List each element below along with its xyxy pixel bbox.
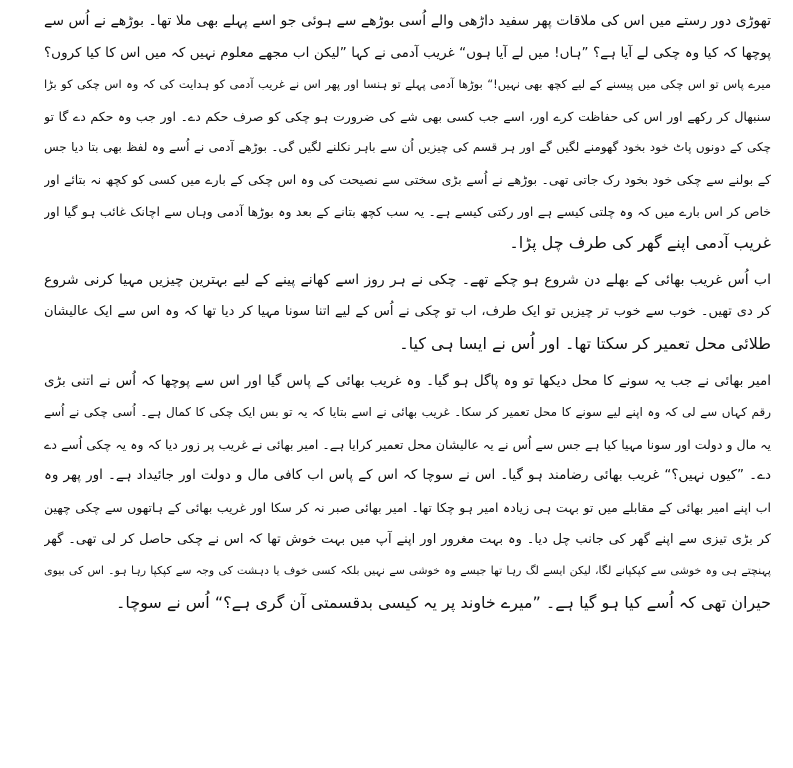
text-line: دے۔ ”کیوں نہیں؟“ غریب بھائی رضامند ہو گیا۔ اس نے سوچا کہ اس کے پاس اب کافی مال و دولت اور جائیداد ہے۔ اور پھر وہ: [44, 467, 771, 484]
text-line: سنبھال کر رکھے اور اس کی حفاظت کرے اور، اسے جب کسی بھی شے کی ضرورت ہو چکی کو صرف حکم دے۔ اور جب وہ حکم دے گا تو: [44, 108, 771, 124]
text-line: چکی کے دونوں پاٹ خود بخود گھومنے لگیں گے اور ہر قسم کی چیزیں اُن سے باہر نکلنے لگیں گی۔ بوڑھے آدمی نے اُسے وہ لفظ بھی بتا دیا جس: [44, 140, 771, 155]
text-line: رقم کہاں سے لی کہ وہ اپنے لیے سونے کا محل تعمیر کر سکا۔ غریب بھائی نے اسے بتایا کہ یہ تو بس ایک چکی کا کمال ہے۔ اُسی چکی نے اُسے: [44, 405, 771, 420]
text-line: حیران تھی کہ اُسے کیا ہو گیا ہے۔ ”میرے خاوند پر یہ کیسی بدقسمتی آن گری ہے؟“ اُس نے سوچا۔: [115, 592, 771, 612]
paragraph-magic-mill: [44, 6, 771, 259]
text-line: کر دی تھیں۔ خوب سے خوب تر چیزیں تو ایک طرف، اب تو چکی نے اُس کے لیے اتنا سونا مہیا کر دیا تھا کہ وہ اس سے ایک عالیشان: [44, 304, 771, 320]
text-line: اب اُس غریب بھائی کے بھلے دن شروع ہو چکے تھے۔ چکی نے ہر روز اسے کھانے پینے کے لیے بہترین چیزیں مہیا کرنی شروع: [44, 271, 771, 288]
text-line: یہ مال و دولت اور سونا مہیا کیا ہے جس سے اُس نے یہ عالیشان محل تعمیر کرایا ہے۔ امیر بھائی نے غریب پر زور دیا کہ وہ یہ چکی اُسے دے: [44, 436, 771, 452]
text-line: پوچھا کہ کیا وہ چکی لے آیا ہے؟ ”ہاں! میں لے آیا ہوں“ غریب آدمی نے کہا ”لیکن اب مجھے معلوم نہیں کہ میں اس کا کیا کروں؟: [44, 44, 771, 61]
text-line: امیر بھائی نے جب یہ سونے کا محل دیکھا تو وہ پاگل ہو گیا۔ وہ غریب بھائی کے پاس گیا اور اس سے پوچھا کہ اُس نے اتنی بڑی: [44, 372, 771, 389]
text-line: کر بڑی تیزی سے اپنے گھر کی جانب چل دیا۔ وہ بہت مغرور اور اپنے آپ میں بہت خوش تھا کہ اس نے چکی حاصل کر لی تھی۔ گھر: [44, 531, 771, 547]
text-line: میرے پاس تو اس چکی میں پیسنے کے لیے کچھ بھی نہیں!“ بوڑھا آدمی پہلے تو ہنسا اور پھر اس نے غریب آدمی کو ہدایت کی کہ وہ اس چکی کو بڑا: [44, 77, 771, 92]
text-line: اب اپنے امیر بھائی کے مقابلے میں تو بہت ہی زیادہ امیر ہو چکا تھا۔ امیر بھائی صبر نہ کر سکا اور غریب بھائی کے ہاتھوں سے چکی چھین: [44, 499, 771, 515]
text-line: غریب آدمی اپنے گھر کی طرف چل پڑا۔: [509, 233, 771, 253]
text-line: پہنچتے ہی وہ خوشی سے کپکپانے لگا، لیکن ایسے لگ رہا تھا جیسے وہ خوشی سے نہیں بلکہ کسی خوف یا دہشت کی وجہ سے کپکپا رہا ہو۔ اس کی بیوی: [44, 564, 771, 578]
text-line: کے بولنے سے چکی خود بخود رک جاتی تھی۔ بوڑھے نے اُسے بڑی سختی سے نصیحت کی وہ اس چکی کے بارے میں کسی کو کچھ نہ بتائے اور: [44, 171, 771, 187]
text-line: خاص کر اس بارے میں کہ وہ چلتی کیسے ہے اور رکتی کیسے ہے۔ یہ سب کچھ بتانے کے بعد وہ بوڑھا آدمی وہاں سے اچانک غائب ہو گیا اور: [44, 203, 771, 219]
paragraph-good-days: [44, 265, 771, 360]
text-line: تھوڑی دور رستے میں اس کی ملاقات پھر سفید داڑھی والے اُسی بوڑھے سے ہوئی جو اسے پہلے بھی ملا تھا۔ بوڑھے نے اُس سے: [44, 13, 771, 29]
paragraph-rich-brother: [44, 366, 771, 619]
text-line: طلائی محل تعمیر کر سکتا تھا۔ اور اُس نے ایسا ہی کیا۔: [399, 333, 771, 353]
